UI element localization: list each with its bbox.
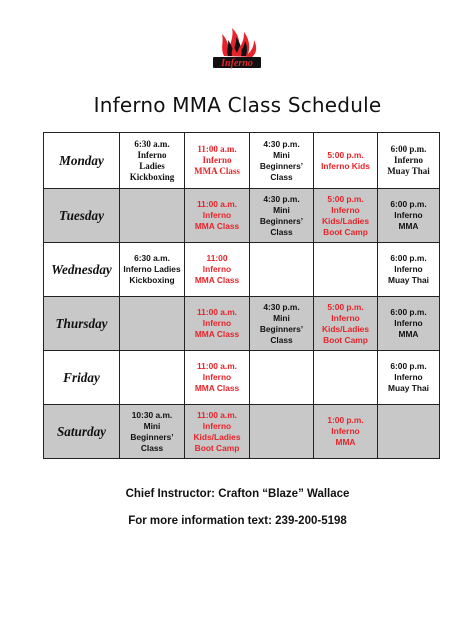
page-title: Inferno MMA Class Schedule — [93, 93, 382, 117]
class-cell: 1:00 p.m. Inferno MMA — [314, 405, 378, 459]
class-cell — [120, 189, 185, 243]
class-cell — [120, 297, 185, 351]
contact-info: For more information text: 239-200-5198 — [128, 515, 347, 527]
schedule-row-saturday — [44, 405, 440, 459]
class-cell: 6:00 p.m. Inferno Muay Thai — [378, 351, 440, 405]
chief-instructor: Chief Instructor: Crafton “Blaze” Wallace — [125, 488, 350, 500]
class-cell: 11:00 a.m. Inferno MMA Class — [185, 189, 250, 243]
schedule-row-tuesday — [44, 189, 440, 243]
class-cell: 5:00 p.m. Inferno Kids/Ladies Boot Camp — [314, 189, 378, 243]
class-cell: 6:30 a.m. Inferno Ladies Kickboxing — [120, 243, 185, 297]
flame-icon — [210, 26, 264, 70]
class-cell: 11:00 Inferno MMA Class — [185, 243, 250, 297]
class-cell: 6:00 p.m. Inferno MMA — [378, 189, 440, 243]
class-cell — [250, 243, 314, 297]
class-cell — [314, 351, 378, 405]
schedule-row-monday — [44, 133, 440, 189]
inferno-logo — [210, 26, 264, 70]
class-cell: 11:00 a.m. Inferno MMA Class — [185, 133, 250, 189]
class-cell: 6:00 p.m. Inferno MMA — [378, 297, 440, 351]
day-label: Wednesday — [44, 243, 120, 297]
class-cell — [250, 405, 314, 459]
class-cell: 6:30 a.m. Inferno Ladies Kickboxing — [120, 133, 185, 189]
day-label: Friday — [44, 351, 120, 405]
schedule-body — [44, 133, 440, 459]
class-cell: 4:30 p.m. Mini Beginners’ Class — [250, 189, 314, 243]
schedule-row-thursday — [44, 297, 440, 351]
class-cell: 5:00 p.m. Inferno Kids/Ladies Boot Camp — [314, 297, 378, 351]
class-cell: 11:00 a.m. Inferno Kids/Ladies Boot Camp — [185, 405, 250, 459]
class-cell: 11:00 a.m. Inferno MMA Class — [185, 297, 250, 351]
class-cell: 6:00 p.m. Inferno Muay Thai — [378, 243, 440, 297]
day-label: Monday — [44, 133, 120, 189]
logo-wordmark: Inferno — [221, 58, 253, 69]
class-cell — [378, 405, 440, 459]
day-label: Tuesday — [44, 189, 120, 243]
schedule-row-friday — [44, 351, 440, 405]
class-cell — [314, 243, 378, 297]
class-cell — [250, 351, 314, 405]
schedule-table — [43, 132, 440, 459]
day-label: Thursday — [44, 297, 120, 351]
class-cell — [120, 351, 185, 405]
class-cell: 4:30 p.m. Mini Beginners’ Class — [250, 297, 314, 351]
schedule-row-wednesday — [44, 243, 440, 297]
day-label: Saturday — [44, 405, 120, 459]
class-cell: 4:30 p.m. Mini Beginners’ Class — [250, 133, 314, 189]
class-cell: 6:00 p.m. Inferno Muay Thai — [378, 133, 440, 189]
class-cell: 10:30 a.m. Mini Beginners’ Class — [120, 405, 185, 459]
class-cell: 5:00 p.m. Inferno Kids — [314, 133, 378, 189]
class-cell: 11:00 a.m. Inferno MMA Class — [185, 351, 250, 405]
